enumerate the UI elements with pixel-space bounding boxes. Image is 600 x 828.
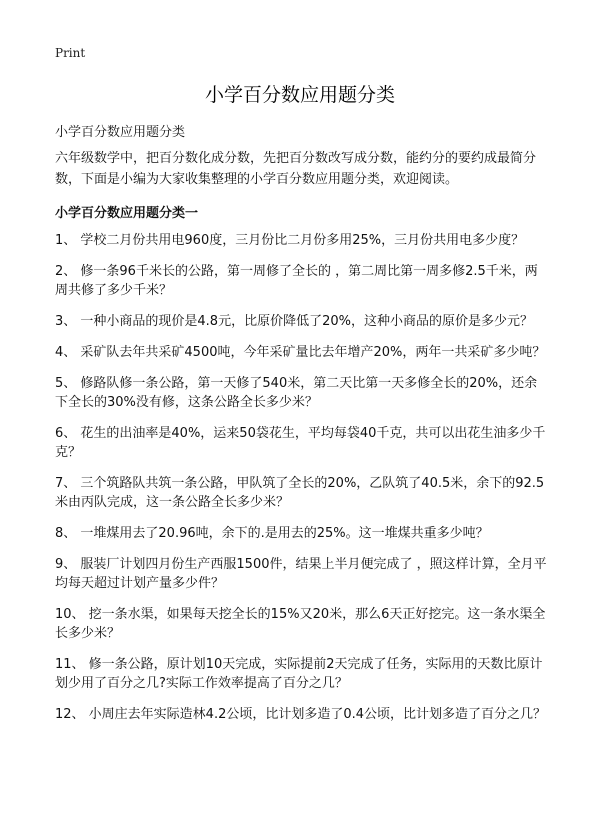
- print-label: Print: [55, 46, 86, 60]
- question-item: 11、 修一条公路，原计划10天完成，实际提前2天完成了任务，实际用的天数比原计划少用了百分之几?实际工作效率提高了百分之几？: [55, 657, 543, 691]
- question-item: 7、 三个筑路队共筑一条公路，甲队筑了全长的20%，乙队筑了40.5米，余下的92.5米由丙队完成，这一条公路全长多少米？: [55, 476, 545, 510]
- page-title: 小学百分数应用题分类: [204, 84, 395, 106]
- question-item: 6、 花生的出油率是40%，运来50袋花生，平均每袋40千克，共可以出花生油多少千克？: [55, 426, 546, 460]
- question-list: [55, 231, 550, 736]
- question-item: 5、 修路队修一条公路，第一天修了540米，第二天比第一天多修全长的20%，还余下全长的30%没有修，这条公路全长多少米？: [55, 376, 538, 410]
- section-heading: 小学百分数应用题分类一: [55, 206, 199, 221]
- question-item: 8、 一堆煤用去了20.96吨，余下的.是用去的25%。这一堆煤共重多少吨？: [55, 526, 489, 541]
- question-item: 3、 一种小商品的现价是4.8元，比原价降低了20%，这种小商品的原价是多少元？: [55, 314, 533, 329]
- question-item: 12、 小周庄去年实际造林4.2公顷，比计划多造了0.4公顷，比计划多造了百分之几？: [55, 707, 547, 722]
- question-item: 1、 学校二月份共用电960度，三月份比二月份多用25%，三月份共用电多少度？: [55, 233, 525, 248]
- document-subtitle: 小学百分数应用题分类: [55, 125, 186, 140]
- question-item: 10、 挖一条水渠，如果每天挖全长的15%又20米，那么6天正好挖完。这一条水渠全长多少米？: [55, 607, 546, 641]
- question-item: 4、 采矿队去年共采矿4500吨，今年采矿量比去年增产20%，两年一共采矿多少吨？: [55, 345, 546, 360]
- question-item: 2、 修一条96千米长的公路，第一周修了全长的 ，第二周比第一周多修2.5千米，两周共修了多少千米？: [55, 264, 538, 298]
- question-item: 9、 服装厂计划四月份生产西服1500件，结果上半月便完成了 ，照这样计算，全月平均每天超过计划产量多少件？: [55, 557, 547, 591]
- intro-paragraph: 六年级数学中，把百分数化成分数，先把百分数改写成分数，能约分的要约成最简分数，下面是小编为大家收集整理的小学百分数应用题分类，欢迎阅读。: [55, 151, 537, 187]
